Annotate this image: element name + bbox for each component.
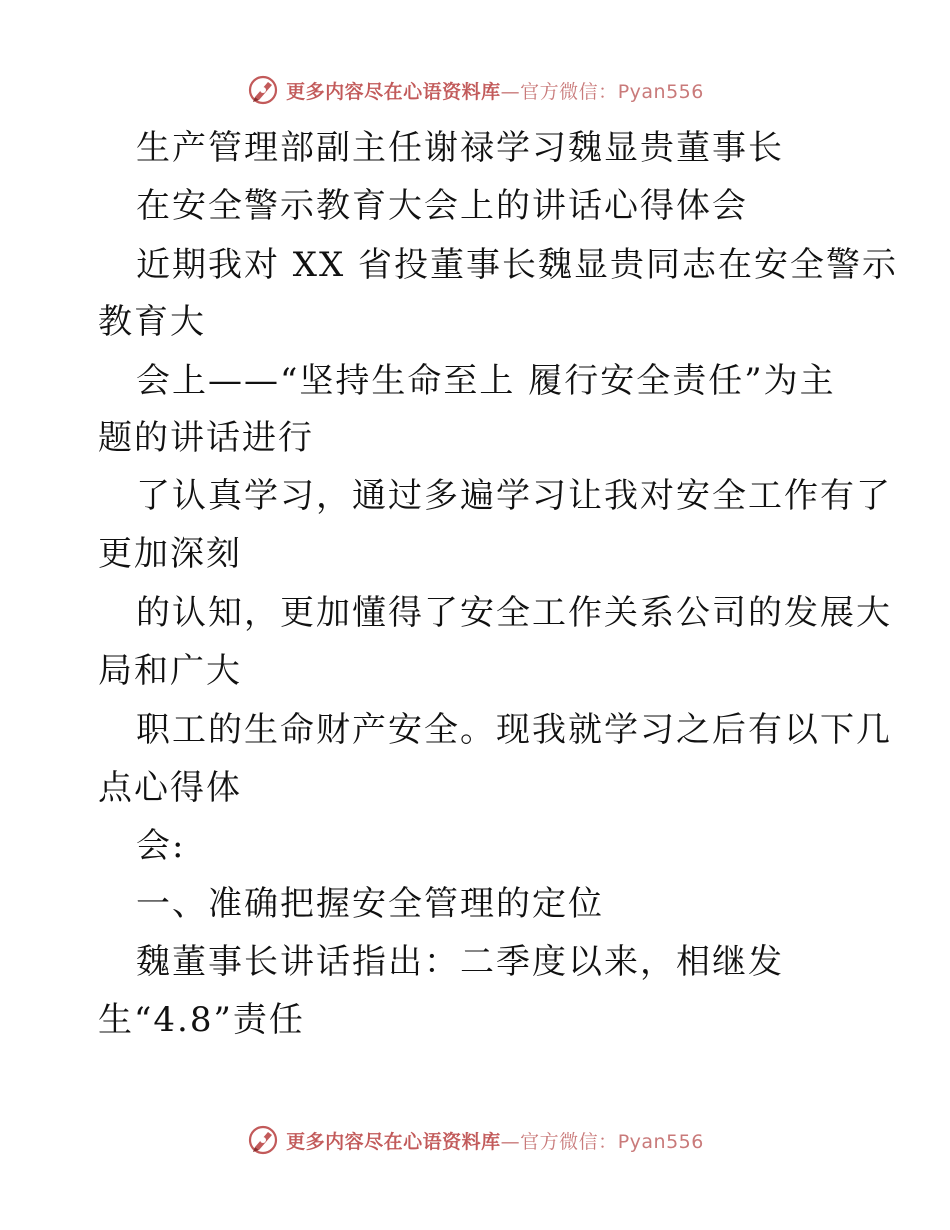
watermark-dash: —: [500, 80, 521, 103]
watermark-id: Pyan556: [617, 1130, 704, 1153]
paragraph-line: 职工的生命财产安全。现我就学习之后有以下几: [136, 710, 892, 750]
pen-logo-icon: [246, 1123, 280, 1157]
watermark-id: Pyan556: [617, 80, 704, 103]
watermark-dash: —: [500, 1130, 521, 1153]
watermark-content: [246, 1123, 704, 1157]
paragraph-line: 了认真学习，通过多遍学习让我对安全工作有了: [136, 476, 892, 516]
pen-logo-icon: [246, 73, 280, 107]
paragraph-line: 魏董事长讲话指出：二季度以来，相继发: [136, 942, 784, 982]
paragraph-line: 局和广大: [98, 651, 242, 691]
watermark-main: 更多内容尽在心语资料库: [286, 1130, 501, 1153]
paragraph-line: 会上——“坚持生命至上 履行安全责任”为主: [136, 361, 836, 401]
title-line-2: 在安全警示教育大会上的讲话心得体会: [136, 186, 748, 226]
title-line-1: 生产管理部副主任谢禄学习魏显贵董事长: [136, 128, 784, 168]
watermark-main: 更多内容尽在心语资料库: [286, 80, 501, 103]
watermark-banner-top: [0, 70, 950, 110]
section-heading: 一、准确把握安全管理的定位: [136, 884, 604, 924]
paragraph-line: 近期我对 XX 省投董事长魏显贵同志在安全警示: [136, 245, 899, 285]
paragraph-line: 会:: [136, 826, 186, 866]
paragraph-line: 点心得体: [98, 768, 242, 808]
paragraph-line: 更加深刻: [98, 534, 242, 574]
paragraph-line: 的认知，更加懂得了安全工作关系公司的发展大: [136, 593, 892, 633]
paragraph-line: 教育大: [98, 302, 206, 342]
watermark-content: [246, 73, 704, 107]
watermark-wechat: 官方微信：: [520, 80, 618, 103]
watermark-text: [286, 77, 704, 104]
watermark-wechat: 官方微信：: [520, 1130, 618, 1153]
watermark-banner-bottom: [0, 1120, 950, 1160]
paragraph-line: 题的讲话进行: [98, 418, 314, 458]
watermark-text: [286, 1127, 704, 1154]
paragraph-line: 生“4.8”责任: [98, 1000, 305, 1040]
